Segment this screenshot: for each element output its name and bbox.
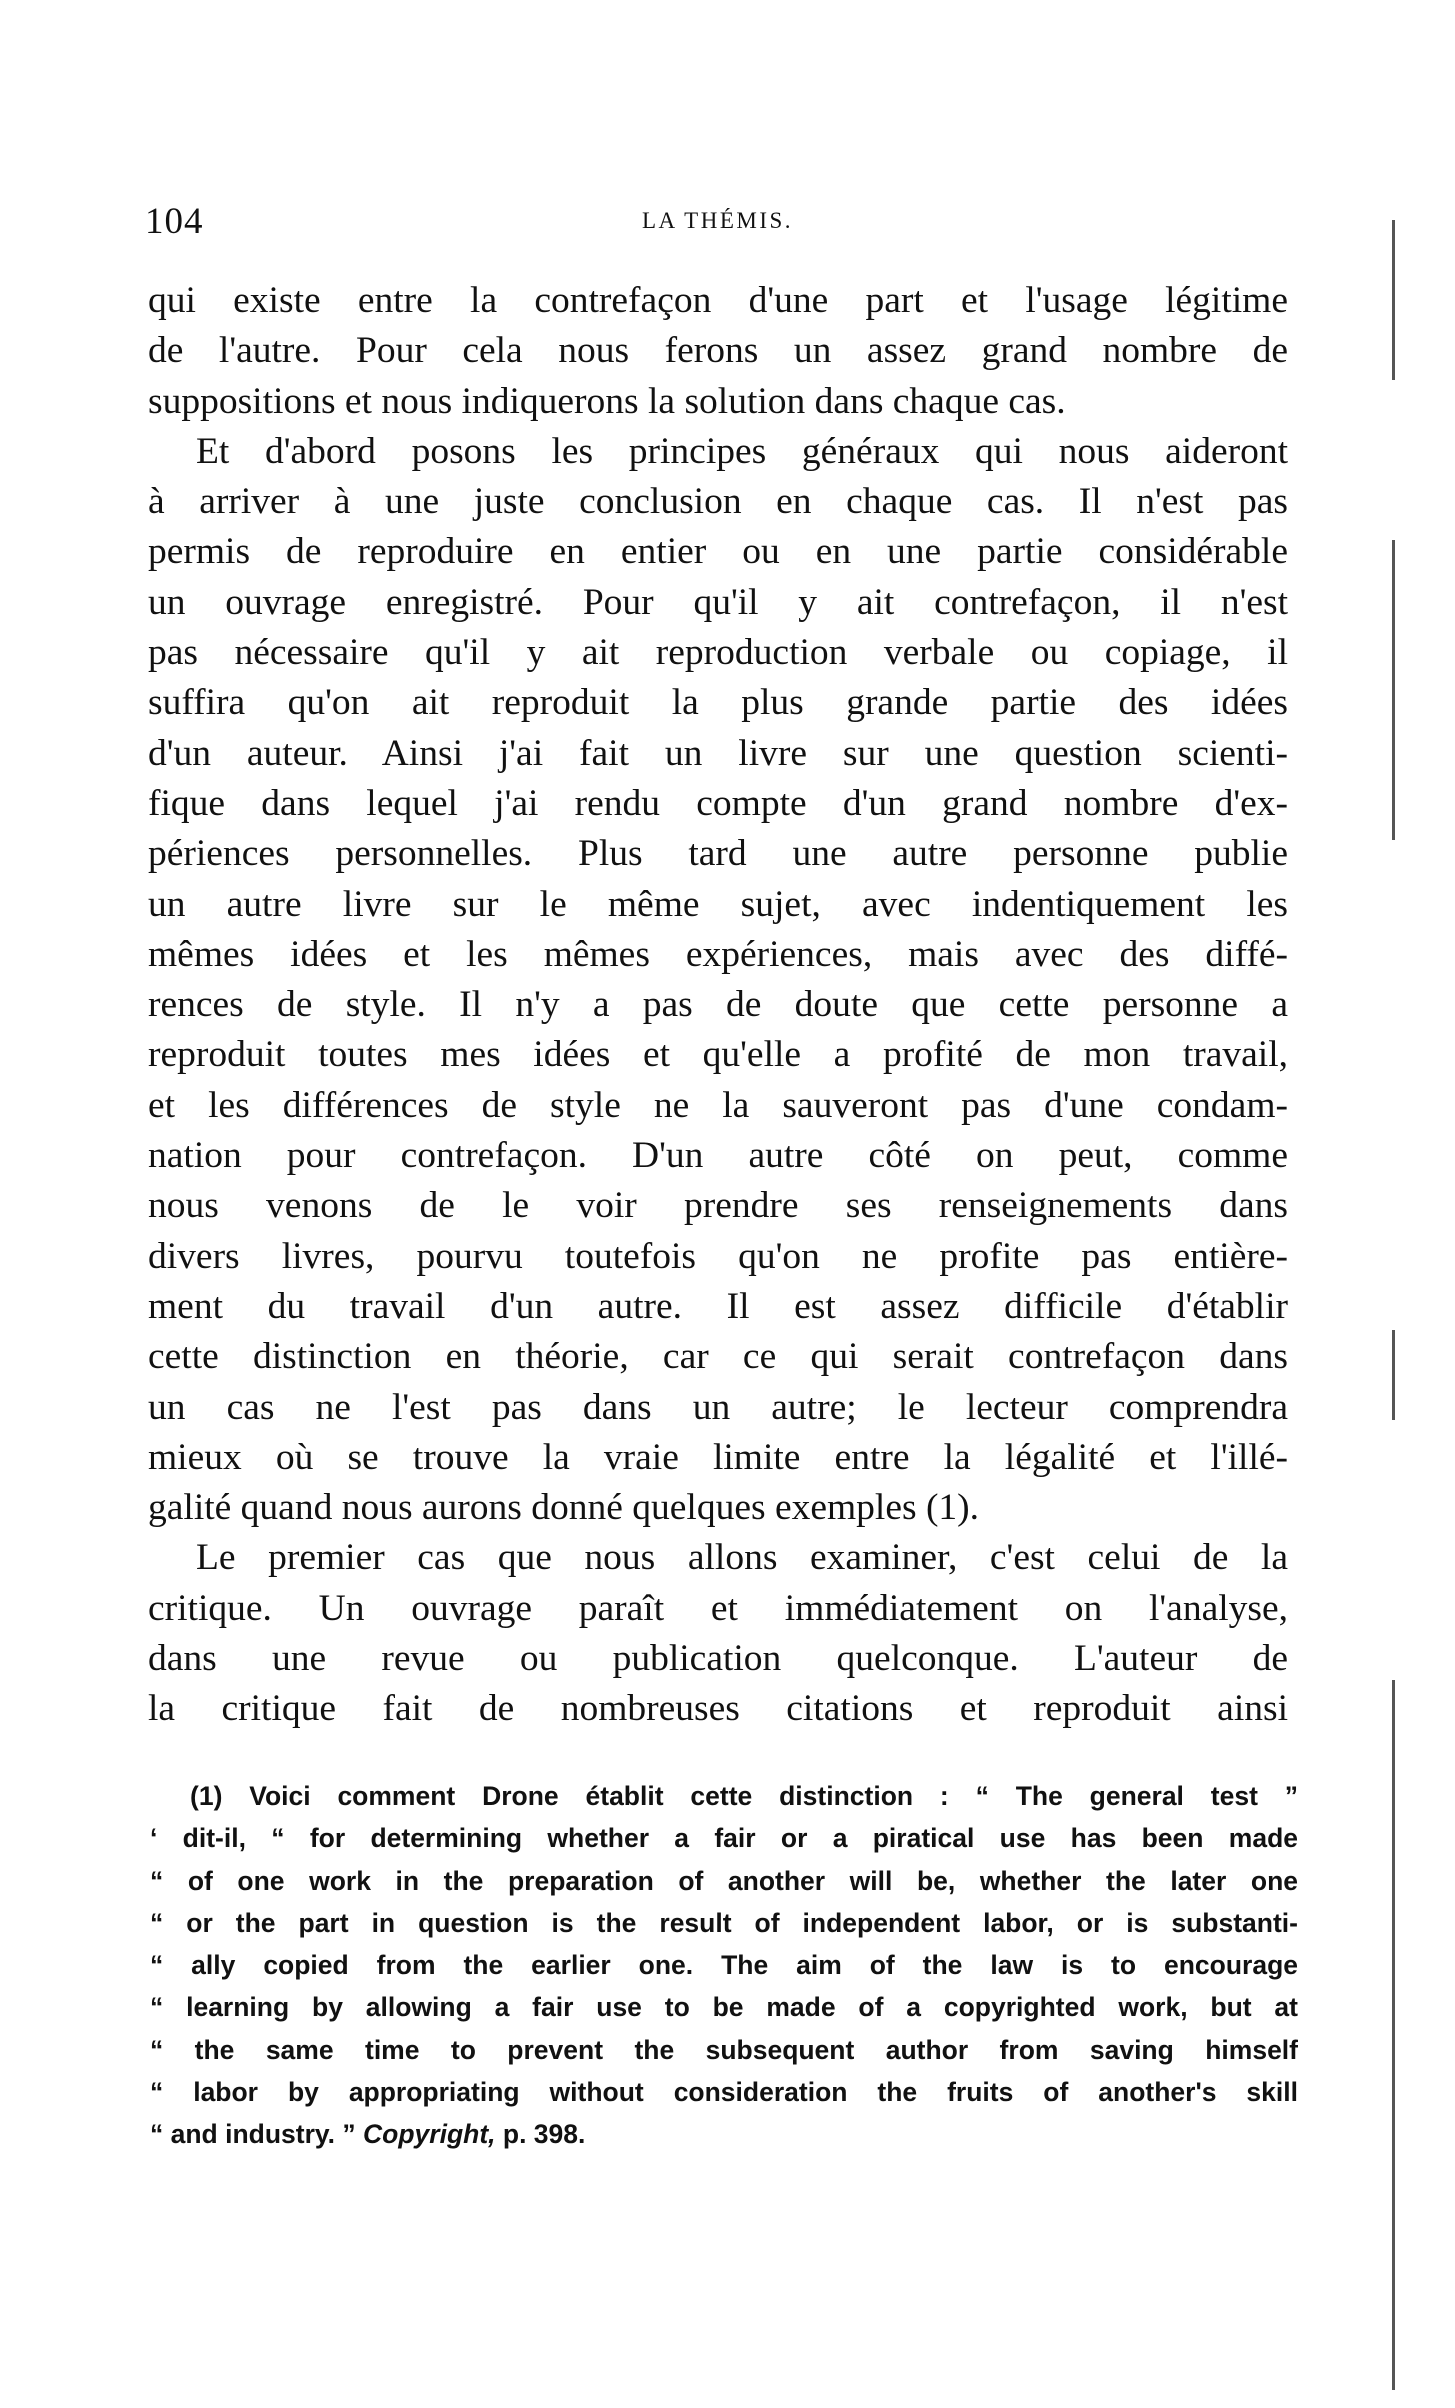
text-line: dans une revue ou publication quelconque. L'auteur de xyxy=(148,1638,1288,1680)
text-line: suffira qu'on ait reproduit la plus grande partie des idées xyxy=(148,682,1288,724)
footnote-line: “ learning by allowing a fair use to be made of a copyrighted work, but at xyxy=(150,1992,1298,2023)
footnote-last-line xyxy=(150,2113,1298,2155)
citation-page: p. 398. xyxy=(502,2119,586,2150)
footnote-line: “ ally copied from the earlier one. The aim of the law is to encourage xyxy=(150,1950,1298,1981)
footnote xyxy=(150,1775,1298,2156)
footnote-line: (1) Voici comment Drone établit cette distinction : “ The general test ” xyxy=(190,1781,1298,1811)
text-line: un ouvrage enregistré. Pour qu'il y ait contrefaçon, il n'est xyxy=(148,581,1288,623)
page-binding-edge xyxy=(1392,120,1395,2390)
text-line: ment du travail d'un autre. Il est assez difficile d'établir xyxy=(148,1285,1288,1327)
text-line: à arriver à une juste conclusion en chaque cas. Il n'est pas xyxy=(148,481,1288,523)
text-line: critique. Un ouvrage paraît et immédiatement on l'analyse, xyxy=(148,1587,1288,1629)
citation-title: Copyright, xyxy=(363,2119,496,2150)
text-line: mieux où se trouve la vraie limite entre la légalité et l'illé- xyxy=(148,1436,1288,1478)
text-line: périences personnelles. Plus tard une autre personne publie xyxy=(148,833,1288,875)
text-line: fique dans lequel j'ai rendu compte d'un grand nombre d'ex- xyxy=(148,782,1288,824)
text-line: un cas ne l'est pas dans un autre; le lecteur comprendra xyxy=(148,1386,1288,1428)
text-line: d'un auteur. Ainsi j'ai fait un livre sur une question scienti- xyxy=(148,732,1288,774)
text-line: Le premier cas que nous allons examiner, c'est celui de la xyxy=(196,1537,1288,1579)
footnote-line: ‘ dit-il, “ for determining whether a fair or a piratical use has been made xyxy=(150,1823,1298,1854)
body-text xyxy=(148,276,1288,1735)
text-line: de l'autre. Pour cela nous ferons un assez grand nombre de xyxy=(148,330,1288,372)
page-header xyxy=(145,200,1290,250)
text-line: rences de style. Il n'y a pas de doute que cette personne a xyxy=(148,984,1288,1026)
text-line: pas nécessaire qu'il y ait reproduction verbale ou copiage, il xyxy=(148,632,1288,674)
footnote-line: “ of one work in the preparation of another will be, whether the later one xyxy=(150,1865,1298,1896)
footnote-closing-quote: “ and industry. ” xyxy=(150,2119,356,2150)
text-line: la critique fait de nombreuses citations et reproduit ainsi xyxy=(148,1688,1288,1730)
text-line: nous venons de le voir prendre ses renseignements dans xyxy=(148,1185,1288,1227)
text-line: divers livres, pourvu toutefois qu'on ne profite pas entière- xyxy=(148,1235,1288,1277)
text-line: suppositions et nous indiquerons la solution dans chaque cas. xyxy=(148,380,1066,422)
footnote-line: “ or the part in question is the result of independent labor, or is substanti- xyxy=(150,1907,1298,1938)
text-line: reproduit toutes mes idées et qu'elle a profité de mon travail, xyxy=(148,1034,1288,1076)
footnote-line: “ labor by appropriating without consideration the fruits of another's skill xyxy=(150,2077,1298,2108)
text-line: qui existe entre la contrefaçon d'une part et l'usage légitime xyxy=(148,280,1288,321)
running-title: LA THÉMIS. xyxy=(641,208,794,233)
page-number: 104 xyxy=(145,201,204,242)
footnote-line: “ the same time to prevent the subsequent author from saving himself xyxy=(150,2034,1298,2065)
text-line: nation pour contrefaçon. D'un autre côté on peut, comme xyxy=(148,1135,1288,1177)
text-line: permis de reproduire en entier ou en une partie considérable xyxy=(148,531,1288,573)
text-line: Et d'abord posons les principes généraux qui nous aideront xyxy=(196,430,1288,472)
text-line: un autre livre sur le même sujet, avec indentiquement les xyxy=(148,883,1288,925)
text-line: galité quand nous aurons donné quelques exemples (1). xyxy=(148,1487,980,1529)
text-line: et les différences de style ne la sauveront pas d'une condam- xyxy=(148,1084,1288,1126)
text-line: cette distinction en théorie, car ce qui serait contrefaçon dans xyxy=(148,1336,1288,1378)
text-line: mêmes idées et les mêmes expériences, mais avec des diffé- xyxy=(148,933,1288,975)
